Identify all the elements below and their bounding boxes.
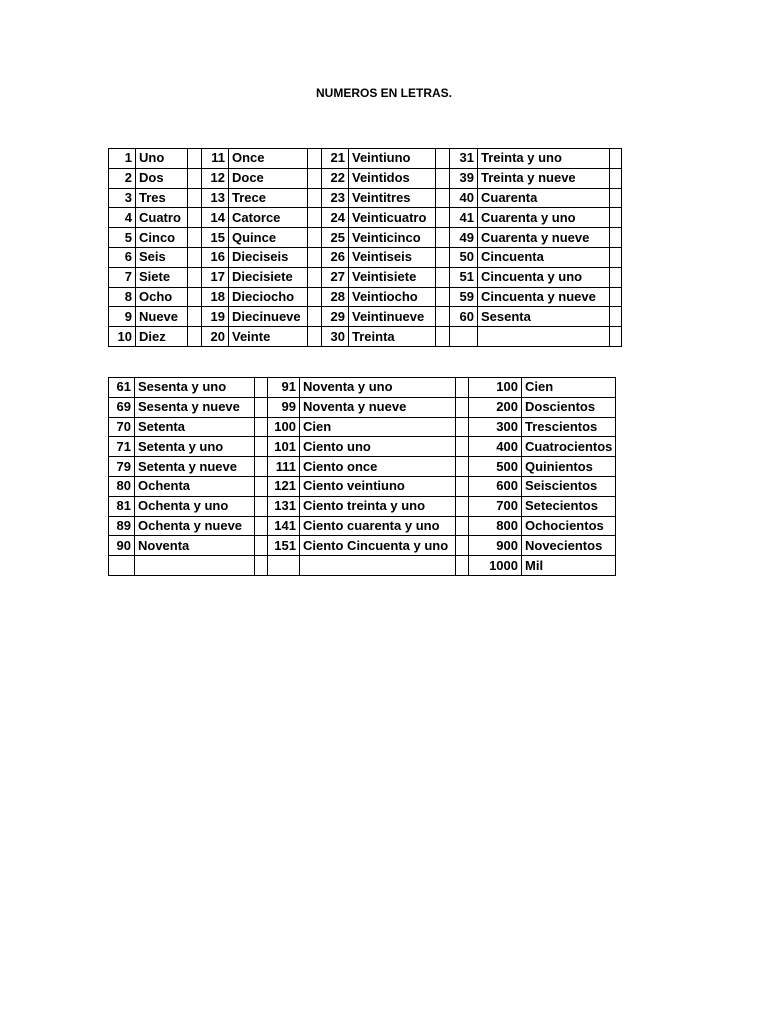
number-cell: 30	[322, 327, 349, 347]
word-cell: Cuarenta	[478, 188, 610, 208]
word-cell: Sesenta y uno	[135, 378, 255, 398]
spacer-cell	[436, 267, 450, 287]
spacer-cell	[188, 208, 202, 228]
word-cell: Cincuenta y uno	[478, 267, 610, 287]
spacer-cell	[255, 496, 268, 516]
number-cell: 500	[469, 457, 522, 477]
word-cell: Sesenta	[478, 307, 610, 327]
spacer-cell	[436, 208, 450, 228]
number-cell: 200	[469, 397, 522, 417]
spacer-cell	[456, 516, 469, 536]
word-cell: Trece	[229, 188, 308, 208]
spacer-cell	[255, 378, 268, 398]
number-cell: 59	[450, 287, 478, 307]
number-cell: 69	[109, 397, 135, 417]
spacer-cell	[308, 287, 322, 307]
number-cell	[268, 556, 300, 576]
word-cell	[478, 327, 610, 347]
number-cell: 111	[268, 457, 300, 477]
number-cell: 80	[109, 476, 135, 496]
spacer-cell	[188, 267, 202, 287]
word-cell: Setenta	[135, 417, 255, 437]
word-cell: Doce	[229, 168, 308, 188]
table-row	[109, 516, 616, 536]
spacer-cell	[436, 327, 450, 347]
word-cell: Ochocientos	[522, 516, 616, 536]
word-cell: Veintidos	[349, 168, 436, 188]
word-cell: Sesenta y nueve	[135, 397, 255, 417]
number-cell: 14	[202, 208, 229, 228]
numbers-table-1-to-60	[108, 148, 622, 347]
number-cell: 79	[109, 457, 135, 477]
number-cell: 8	[109, 287, 136, 307]
number-cell: 71	[109, 437, 135, 457]
table-row	[109, 378, 616, 398]
word-cell: Cien	[300, 417, 456, 437]
spacer-cell	[255, 536, 268, 556]
number-cell: 89	[109, 516, 135, 536]
word-cell: Setenta y nueve	[135, 457, 255, 477]
spacer-cell	[436, 188, 450, 208]
number-cell: 900	[469, 536, 522, 556]
spacer-cell	[456, 536, 469, 556]
number-cell: 24	[322, 208, 349, 228]
word-cell: Trescientos	[522, 417, 616, 437]
word-cell: Veintinueve	[349, 307, 436, 327]
numbers-table-61-to-1000	[108, 377, 616, 576]
page-title: NUMEROS EN LETRAS.	[315, 86, 452, 100]
word-cell: Tres	[136, 188, 188, 208]
word-cell: Diecisiete	[229, 267, 308, 287]
spacer-cell	[255, 457, 268, 477]
word-cell: Setecientos	[522, 496, 616, 516]
spacer-cell	[610, 267, 622, 287]
number-cell: 400	[469, 437, 522, 457]
number-cell: 1000	[469, 556, 522, 576]
word-cell: Veinte	[229, 327, 308, 347]
table-row	[109, 247, 622, 267]
spacer-cell	[610, 168, 622, 188]
number-cell: 100	[268, 417, 300, 437]
word-cell: Cincuenta y nueve	[478, 287, 610, 307]
number-cell: 101	[268, 437, 300, 457]
table-row	[109, 149, 622, 169]
number-cell: 20	[202, 327, 229, 347]
number-cell: 2	[109, 168, 136, 188]
word-cell: Catorce	[229, 208, 308, 228]
number-cell: 1	[109, 149, 136, 169]
spacer-cell	[188, 188, 202, 208]
table-row	[109, 397, 616, 417]
number-cell: 27	[322, 267, 349, 287]
number-cell	[109, 556, 135, 576]
word-cell: Ochenta y nueve	[135, 516, 255, 536]
word-cell: Once	[229, 149, 308, 169]
spacer-cell	[456, 378, 469, 398]
number-cell: 28	[322, 287, 349, 307]
word-cell: Treinta	[349, 327, 436, 347]
number-cell: 26	[322, 247, 349, 267]
number-cell: 131	[268, 496, 300, 516]
number-cell: 13	[202, 188, 229, 208]
number-cell: 10	[109, 327, 136, 347]
spacer-cell	[308, 247, 322, 267]
word-cell: Treinta y uno	[478, 149, 610, 169]
number-cell: 91	[268, 378, 300, 398]
spacer-cell	[255, 556, 268, 576]
table-row	[109, 417, 616, 437]
word-cell: Veintiseis	[349, 247, 436, 267]
number-cell: 16	[202, 247, 229, 267]
word-cell: Ciento Cincuenta y uno	[300, 536, 456, 556]
spacer-cell	[610, 149, 622, 169]
word-cell: Cuarenta y uno	[478, 208, 610, 228]
number-cell: 90	[109, 536, 135, 556]
word-cell	[135, 556, 255, 576]
table-row	[109, 287, 622, 307]
spacer-cell	[188, 149, 202, 169]
word-cell: Diecinueve	[229, 307, 308, 327]
spacer-cell	[255, 417, 268, 437]
word-cell	[300, 556, 456, 576]
spacer-cell	[188, 307, 202, 327]
number-cell: 22	[322, 168, 349, 188]
number-cell: 5	[109, 228, 136, 248]
spacer-cell	[308, 149, 322, 169]
word-cell: Ochenta	[135, 476, 255, 496]
spacer-cell	[610, 188, 622, 208]
word-cell: Cincuenta	[478, 247, 610, 267]
number-cell: 21	[322, 149, 349, 169]
number-cell: 18	[202, 287, 229, 307]
word-cell: Treinta y nueve	[478, 168, 610, 188]
number-cell: 41	[450, 208, 478, 228]
table-row	[109, 496, 616, 516]
spacer-cell	[308, 327, 322, 347]
number-cell: 6	[109, 247, 136, 267]
word-cell: Ciento veintiuno	[300, 476, 456, 496]
number-cell: 31	[450, 149, 478, 169]
spacer-cell	[436, 247, 450, 267]
word-cell: Dieciseis	[229, 247, 308, 267]
spacer-cell	[610, 208, 622, 228]
spacer-cell	[255, 476, 268, 496]
spacer-cell	[610, 228, 622, 248]
word-cell: Ocho	[136, 287, 188, 307]
word-cell: Veintiuno	[349, 149, 436, 169]
number-cell: 151	[268, 536, 300, 556]
table-row	[109, 188, 622, 208]
number-cell: 121	[268, 476, 300, 496]
spacer-cell	[610, 327, 622, 347]
word-cell: Noventa	[135, 536, 255, 556]
word-cell: Ciento uno	[300, 437, 456, 457]
word-cell: Uno	[136, 149, 188, 169]
spacer-cell	[456, 496, 469, 516]
number-cell: 141	[268, 516, 300, 536]
table-row	[109, 476, 616, 496]
spacer-cell	[255, 516, 268, 536]
word-cell: Cuatro	[136, 208, 188, 228]
word-cell: Noventa y nueve	[300, 397, 456, 417]
number-cell: 11	[202, 149, 229, 169]
table-row	[109, 168, 622, 188]
spacer-cell	[456, 457, 469, 477]
number-cell: 17	[202, 267, 229, 287]
word-cell: Cuarenta y nueve	[478, 228, 610, 248]
spacer-cell	[436, 168, 450, 188]
number-cell: 4	[109, 208, 136, 228]
word-cell: Cuatrocientos	[522, 437, 616, 457]
spacer-cell	[436, 149, 450, 169]
spacer-cell	[436, 228, 450, 248]
word-cell: Quince	[229, 228, 308, 248]
spacer-cell	[456, 476, 469, 496]
word-cell: Cien	[522, 378, 616, 398]
number-cell: 39	[450, 168, 478, 188]
spacer-cell	[610, 307, 622, 327]
word-cell: Setenta y uno	[135, 437, 255, 457]
number-cell: 99	[268, 397, 300, 417]
table-row	[109, 307, 622, 327]
number-cell: 29	[322, 307, 349, 327]
spacer-cell	[308, 168, 322, 188]
number-cell: 3	[109, 188, 136, 208]
spacer-cell	[188, 287, 202, 307]
number-cell: 23	[322, 188, 349, 208]
word-cell: Ciento once	[300, 457, 456, 477]
table-row	[109, 208, 622, 228]
number-cell: 700	[469, 496, 522, 516]
table-row	[109, 437, 616, 457]
word-cell: Siete	[136, 267, 188, 287]
number-cell: 19	[202, 307, 229, 327]
word-cell: Ciento cuarenta y uno	[300, 516, 456, 536]
spacer-cell	[308, 228, 322, 248]
table-row	[109, 457, 616, 477]
table-row	[109, 556, 616, 576]
word-cell: Dieciocho	[229, 287, 308, 307]
word-cell: Noventa y uno	[300, 378, 456, 398]
number-cell: 70	[109, 417, 135, 437]
number-cell: 12	[202, 168, 229, 188]
spacer-cell	[255, 397, 268, 417]
number-cell: 51	[450, 267, 478, 287]
number-cell: 15	[202, 228, 229, 248]
spacer-cell	[308, 208, 322, 228]
spacer-cell	[456, 437, 469, 457]
word-cell: Novecientos	[522, 536, 616, 556]
spacer-cell	[188, 168, 202, 188]
word-cell: Veinticinco	[349, 228, 436, 248]
number-cell: 600	[469, 476, 522, 496]
table-row	[109, 536, 616, 556]
number-cell	[450, 327, 478, 347]
number-cell: 7	[109, 267, 136, 287]
spacer-cell	[456, 556, 469, 576]
number-cell: 25	[322, 228, 349, 248]
table-row	[109, 267, 622, 287]
word-cell: Cinco	[136, 228, 188, 248]
word-cell: Seis	[136, 247, 188, 267]
word-cell: Nueve	[136, 307, 188, 327]
word-cell: Diez	[136, 327, 188, 347]
word-cell: Seiscientos	[522, 476, 616, 496]
number-cell: 61	[109, 378, 135, 398]
table-row	[109, 228, 622, 248]
spacer-cell	[188, 228, 202, 248]
spacer-cell	[436, 287, 450, 307]
word-cell: Ochenta y uno	[135, 496, 255, 516]
number-cell: 81	[109, 496, 135, 516]
word-cell: Veintisiete	[349, 267, 436, 287]
number-cell: 9	[109, 307, 136, 327]
spacer-cell	[308, 188, 322, 208]
number-cell: 40	[450, 188, 478, 208]
word-cell: Veintiocho	[349, 287, 436, 307]
word-cell: Veinticuatro	[349, 208, 436, 228]
word-cell: Dos	[136, 168, 188, 188]
word-cell: Veintitres	[349, 188, 436, 208]
spacer-cell	[456, 417, 469, 437]
number-cell: 49	[450, 228, 478, 248]
spacer-cell	[308, 267, 322, 287]
word-cell: Quinientos	[522, 457, 616, 477]
spacer-cell	[610, 287, 622, 307]
spacer-cell	[188, 247, 202, 267]
word-cell: Mil	[522, 556, 616, 576]
word-cell: Doscientos	[522, 397, 616, 417]
number-cell: 50	[450, 247, 478, 267]
number-cell: 100	[469, 378, 522, 398]
spacer-cell	[255, 437, 268, 457]
spacer-cell	[456, 397, 469, 417]
table-row	[109, 327, 622, 347]
spacer-cell	[436, 307, 450, 327]
number-cell: 300	[469, 417, 522, 437]
spacer-cell	[308, 307, 322, 327]
word-cell: Ciento treinta y uno	[300, 496, 456, 516]
spacer-cell	[610, 247, 622, 267]
number-cell: 60	[450, 307, 478, 327]
number-cell: 800	[469, 516, 522, 536]
spacer-cell	[188, 327, 202, 347]
